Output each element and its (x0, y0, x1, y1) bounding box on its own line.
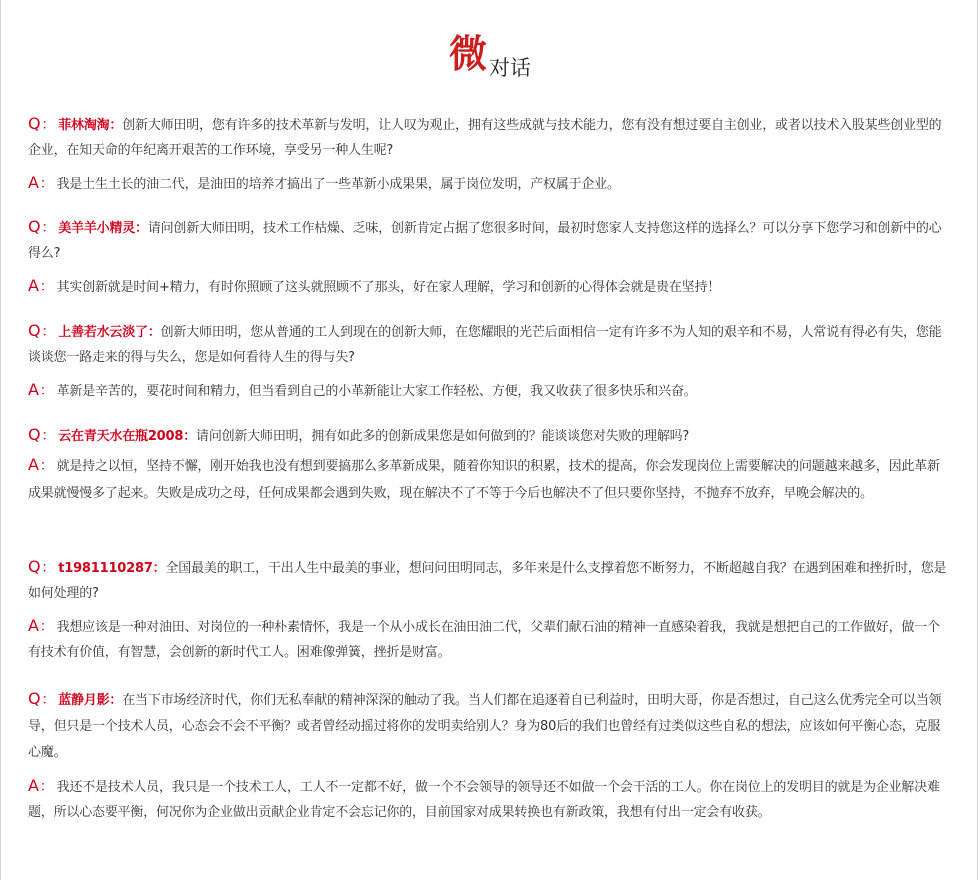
answer-text: 我想应该是一种对油田、对岗位的一种朴素情怀，我是一个从小成长在油田油二代，父辈们献石油的精神一直感染着我，我就是想把自己的工作做好，做一个有技术有价值，有智慧，会创新的新时代工人。困难像弹簧，挫折是财富。 (28, 620, 940, 660)
question-text: 创新大师田明，您有许多的技术革新与发明，让人叹为观止，拥有这些成就与技术能力，您有没有想过要自主创业，或者以技术入股某些创业型的企业，在知天命的年纪离开艰苦的工作环境，享受另一种人生呢? (28, 118, 942, 158)
asker-nickname: 菲林淘淘： (58, 118, 123, 133)
a-label: A (28, 173, 39, 192)
title-big-char: 微 (448, 31, 487, 76)
asker-nickname: 上善若水云淡了： (58, 325, 161, 340)
a-label: A (28, 776, 39, 795)
qa-item (28, 686, 950, 825)
answer: A： 其实创新就是时间+精力，有时你照顾了这头就照顾不了那头，好在家人理解，学习和创新的心得体会就是贵在坚持！ (28, 276, 721, 295)
question-text: 请问创新大师田明，技术工作枯燥、乏味，创新肯定占据了您很多时间，最初时您家人支持您这样的选择么？可以分享下您学习和创新中的心得么? (28, 221, 942, 261)
question: Q： 蓝静月影：在当下市场经济时代，你们无私奉献的精神深深的触动了我。当人们都在追逐着自已利益时，田明大哥，你是否想过，自己这么优秀完全可以当领导，但只是一个技术人员，心态会不会不平衡？或者曾经动摇过将你的发明卖给别人？身为80后的我们也曾经有过类似这些自私的想法，应该如何平衡心态，克服心魔。 (28, 689, 942, 760)
q-label: Q (28, 321, 41, 340)
answer-text: 其实创新就是时间+精力，有时你照顾了这头就照顾不了那头，好在家人理解，学习和创新的心得体会就是贵在坚持！ (56, 280, 721, 295)
answer-text: 我是土生土长的油二代，是油田的培养才搞出了一些革新小成果果，属于岗位发明，产权属于企业。 (56, 177, 620, 192)
question: Q： 云在青天水在瓶2008：请问创新大师田明，拥有如此多的创新成果您是如何做到的？能谈谈您对失败的理解吗? (28, 425, 690, 444)
question-text: 全国最美的职工，干出人生中最美的事业，想问问田明同志，多年来是什么支撑着您不断努力，不断超越自我？在遇到困难和挫折时，您是如何处理的? (28, 561, 947, 601)
asker-nickname: 美羊羊小精灵： (58, 221, 148, 236)
qa-item (28, 214, 950, 300)
a-label: A (28, 455, 39, 474)
answer: A： 就是持之以恒，坚持不懈，刚开始我也没有想到要搞那么多革新成果，随着你知识的积累，技术的提高，你会发现岗位上需要解决的问题越来越多，因此革新成果就慢慢多了起来。失败是成功之母，任何成果都会遇到失败，现在解决不了不等于今后也解决不了但只要你坚持，不抛弃不放弃，早晚会解决的。 (28, 455, 940, 501)
q-label: Q (28, 114, 41, 133)
asker-nickname: 云在青天水在瓶2008： (58, 429, 197, 444)
qa-item (28, 422, 950, 507)
answer-text: 革新是辛苦的，要花时间和精力，但当看到自己的小革新能让大家工作轻松、方便，我又收获了很多快乐和兴奋。 (56, 384, 697, 399)
title-text: 对话 (489, 56, 531, 80)
question-text: 创新大师田明，您从普通的工人到现在的创新大师，在您耀眼的光芒后面相信一定有许多不为人知的艰辛和不易，人常说有得必有失，您能谈谈您一路走来的得与失么，您是如何看待人生的得与失? (28, 325, 942, 365)
answer: A： 我想应该是一种对油田、对岗位的一种朴素情怀，我是一个从小成长在油田油二代，父辈们献石油的精神一直感染着我，我就是想把自己的工作做好，做一个有技术有价值，有智慧，会创新的新时代工人。困难像弹簧，挫折是财富。 (28, 616, 940, 660)
question-text: 请问创新大师田明，拥有如此多的创新成果您是如何做到的？能谈谈您对失败的理解吗? (196, 429, 690, 444)
qa-item (28, 554, 950, 665)
qa-item (28, 111, 950, 197)
question-text: 在当下市场经济时代，你们无私奉献的精神深深的触动了我。当人们都在追逐着自已利益时，田明大哥，你是否想过，自己这么优秀完全可以当领导，但只是一个技术人员，心态会不会不平衡？或者曾经动摇过将你的发明卖给别人？身为80后的我们也曾经有过类似这些自私的想法，应该如何平衡心态，克服心魔。 (28, 693, 942, 760)
question: Q： 美羊羊小精灵：请问创新大师田明，技术工作枯燥、乏味，创新肯定占据了您很多时间，最初时您家人支持您这样的选择么？可以分享下您学习和创新中的心得么? (28, 217, 942, 261)
asker-nickname: 蓝静月影： (58, 693, 123, 708)
answer: A： 革新是辛苦的，要花时间和精力，但当看到自己的小革新能让大家工作轻松、方便，我又收获了很多快乐和兴奋。 (28, 380, 697, 399)
answer-text: 就是持之以恒，坚持不懈，刚开始我也没有想到要搞那么多革新成果，随着你知识的积累，技术的提高，你会发现岗位上需要解决的问题越来越多，因此革新成果就慢慢多了起来。失败是成功之母，任何成果都会遇到失败，现在解决不了不等于今后也解决不了但只要你坚持，不抛弃不放弃，早晚会解决的。 (28, 459, 940, 501)
a-label: A (28, 276, 39, 295)
q-label: Q (28, 425, 41, 444)
question: Q： 上善若水云淡了：创新大师田明，您从普通的工人到现在的创新大师，在您耀眼的光芒后面相信一定有许多不为人知的艰辛和不易，人常说有得必有失，您能谈谈您一路走来的得与失么，您是如何看待人生的得与失? (28, 321, 942, 365)
q-label: Q (28, 557, 41, 576)
page-title (0, 30, 980, 82)
answer: A： 我是土生土长的油二代，是油田的培养才搞出了一些革新小成果果，属于岗位发明，产权属于企业。 (28, 173, 620, 192)
answer: A： 我还不是技术人员，我只是一个技术工人，工人不一定都不好，做一个不会领导的领导还不如做一个会干活的工人。你在岗位上的发明目的就是为企业解决难题，所以心态要平衡，何况你为企业做出贡献企业肯定不会忘记你的，目前国家对成果转换也有新政策，我想有付出一定会有收获。 (28, 776, 940, 820)
question: Q： t1981110287：全国最美的职工，干出人生中最美的事业，想问问田明同志，多年来是什么支撑着您不断努力，不断超越自我？在遇到困难和挫折时，您是如何处理的? (28, 557, 947, 601)
q-label: Q (28, 217, 41, 236)
q-label: Q (28, 689, 41, 708)
qa-item (28, 318, 950, 404)
answer-text: 我还不是技术人员，我只是一个技术工人，工人不一定都不好，做一个不会领导的领导还不如做一个会干活的工人。你在岗位上的发明目的就是为企业解决难题，所以心态要平衡，何况你为企业做出贡献企业肯定不会忘记你的，目前国家对成果转换也有新政策，我想有付出一定会有收获。 (28, 780, 940, 820)
asker-nickname: t1981110287： (58, 561, 166, 576)
a-label: A (28, 616, 39, 635)
question: Q： 菲林淘淘：创新大师田明，您有许多的技术革新与发明，让人叹为观止，拥有这些成就与技术能力，您有没有想过要自主创业，或者以技术入股某些创业型的企业，在知天命的年纪离开艰苦的工作环境，享受另一种人生呢? (28, 114, 942, 158)
a-label: A (28, 380, 39, 399)
